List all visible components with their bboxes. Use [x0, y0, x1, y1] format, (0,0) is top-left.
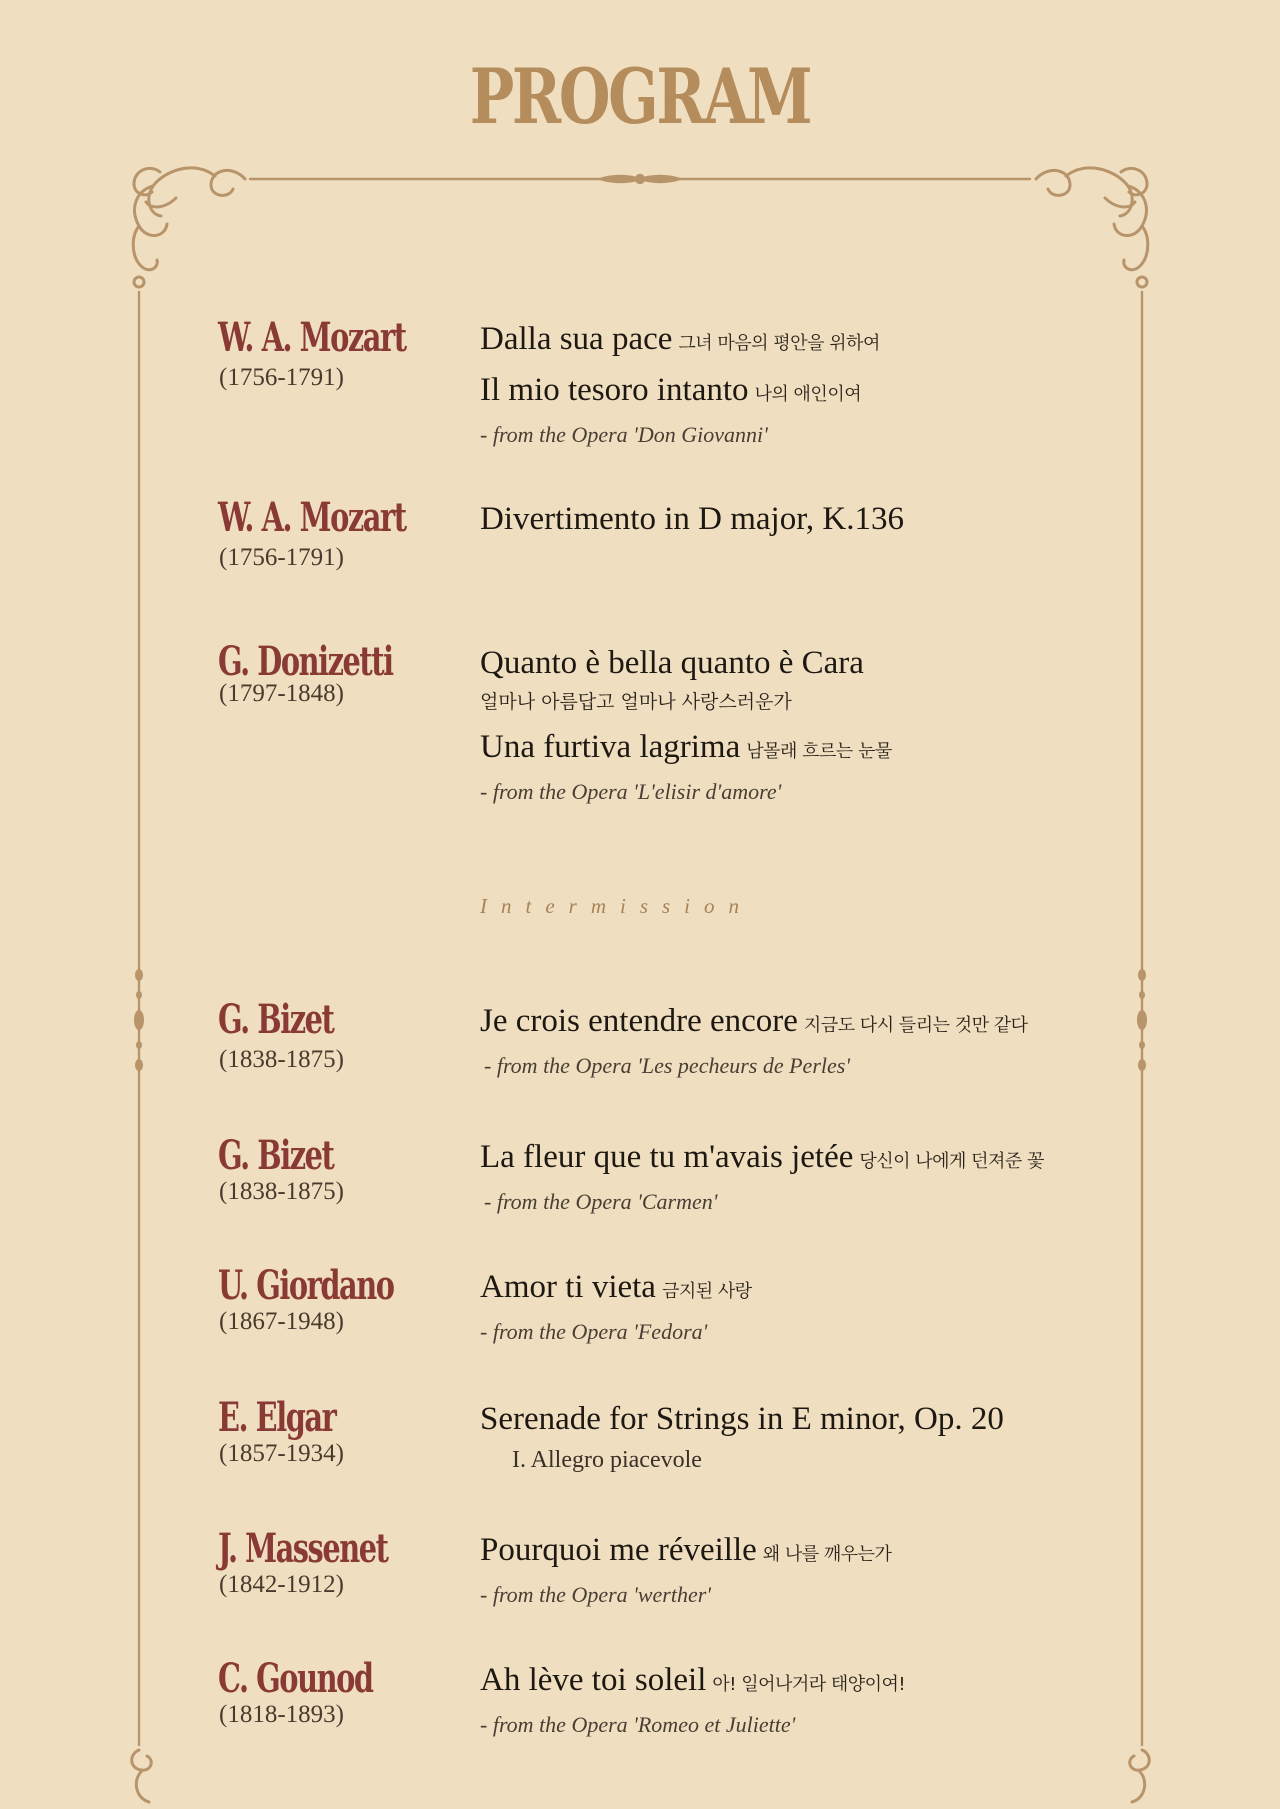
composer-name: W. A. Mozart — [218, 314, 406, 361]
work-title: La fleur que tu m'avais jetée 당신이 나에게 던져준 꽃 — [480, 1139, 1044, 1175]
opera-source: - from the Opera 'Carmen' — [484, 1189, 718, 1214]
korean-translation: 그녀 마음의 평안을 위하여 — [678, 333, 880, 354]
korean-translation: 얼마나 아름답고 얼마나 사랑스러운가 — [480, 691, 792, 713]
composer-name: J. Massenet — [218, 1525, 388, 1572]
composer-name: E. Elgar — [218, 1394, 336, 1441]
work-title: Quanto è bella quanto è Cara — [480, 645, 864, 681]
composer-years: (1756-1791) — [219, 364, 344, 391]
work-title: Serenade for Strings in E minor, Op. 20 — [480, 1401, 1004, 1437]
opera-source: - from the Opera 'Les pecheurs de Perles' — [484, 1053, 851, 1078]
intermission-label: Intermission — [480, 894, 753, 918]
opera-source: - from the Opera 'Don Giovanni' — [480, 422, 768, 447]
work-title: Pourquoi me réveille 왜 나를 깨우는가 — [480, 1532, 892, 1568]
works-list — [480, 1396, 1004, 1478]
work-title: Divertimento in D major, K.136 — [480, 501, 904, 537]
works-list — [480, 1264, 752, 1349]
works-list — [480, 640, 892, 809]
works-list — [480, 1657, 905, 1742]
korean-translation: 남몰래 흐르는 눈물 — [746, 741, 892, 762]
composer-years: (1838-1875) — [219, 1178, 344, 1205]
opera-source: - from the Opera 'L'elisir d'amore' — [480, 779, 782, 804]
page-title: PROGRAM — [469, 52, 811, 141]
composer-name: U. Giordano — [218, 1262, 394, 1309]
composer-years: (1857-1934) — [219, 1440, 344, 1467]
work-title: Il mio tesoro intanto 나의 애인이여 — [480, 372, 862, 408]
korean-translation: 아! 일어나거라 태양이여! — [712, 1674, 906, 1695]
korean-translation: 왜 나를 깨우는가 — [762, 1544, 892, 1565]
work-title: Una furtiva lagrima 남몰래 흐르는 눈물 — [480, 729, 892, 765]
bottom-curl-icon — [132, 1750, 1150, 1802]
opera-source: - from the Opera 'Romeo et Juliette' — [480, 1712, 796, 1737]
work-title: Amor ti vieta 금지된 사랑 — [480, 1269, 752, 1305]
opera-source: - from the Opera 'werther' — [480, 1582, 712, 1607]
works-list — [480, 316, 880, 452]
work-title: Ah lève toi soleil 아! 일어나거라 태양이여! — [480, 1662, 906, 1698]
composer-years: (1818-1893) — [219, 1701, 344, 1728]
works-list — [480, 1134, 1044, 1219]
composer-name: C. Gounod — [218, 1655, 373, 1702]
composer-years: (1797-1848) — [219, 680, 344, 707]
works-list — [480, 496, 904, 542]
korean-translation: 나의 애인이여 — [754, 384, 862, 405]
opera-source: - from the Opera 'Fedora' — [480, 1319, 708, 1344]
composer-name: G. Bizet — [218, 1132, 334, 1179]
work-title: Dalla sua pace 그녀 마음의 평안을 위하여 — [480, 321, 880, 357]
movement-title: I. Allegro piacevole — [512, 1447, 702, 1473]
composer-name: G. Donizetti — [218, 638, 393, 685]
korean-translation: 금지된 사랑 — [661, 1281, 752, 1302]
composer-years: (1842-1912) — [219, 1571, 344, 1598]
composer-years: (1838-1875) — [219, 1046, 344, 1073]
work-title: Je crois entendre encore 지금도 다시 들리는 것만 같다 — [480, 1003, 1028, 1039]
composer-name: G. Bizet — [218, 996, 334, 1043]
korean-translation: 지금도 다시 들리는 것만 같다 — [803, 1015, 1028, 1036]
works-list — [480, 998, 1027, 1083]
composer-years: (1756-1791) — [219, 544, 344, 571]
composer-years: (1867-1948) — [219, 1308, 344, 1335]
corner-flourish-icon — [133, 168, 245, 287]
composer-name: W. A. Mozart — [218, 494, 406, 541]
corner-flourish-icon — [1036, 168, 1148, 287]
works-list — [480, 1527, 891, 1612]
korean-translation: 당신이 나에게 던져준 꽃 — [859, 1151, 1044, 1172]
